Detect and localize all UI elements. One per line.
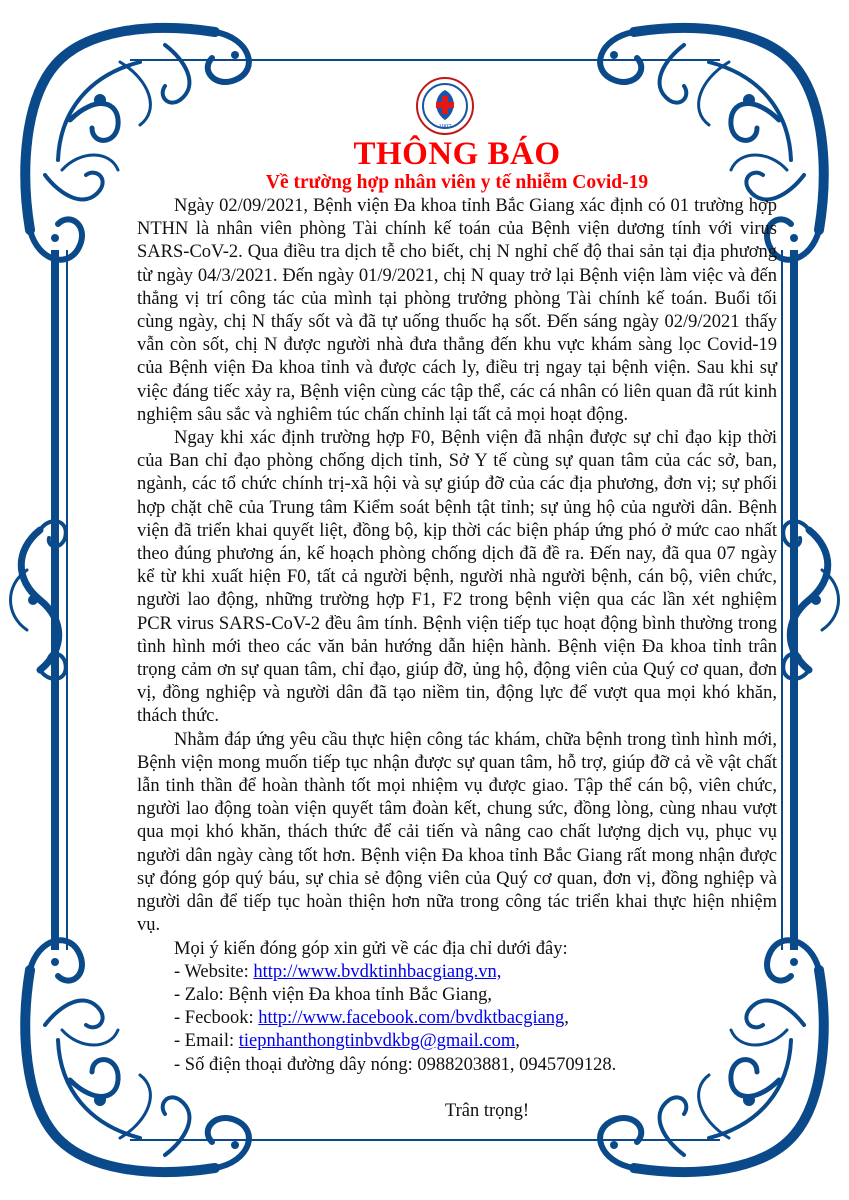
email-link[interactable]: tiepnhanthongtinbvdkbg@gmail.com (238, 1031, 516, 1052)
paragraph-response: Ngay khi xác định trường hợp F0, Bệnh viện đã nhận được sự chỉ đạo kịp thời của Ban chỉ đạo phòng chống dịch tỉnh, Sở Y tế cùng sự quan tâm của các sở, ban, ngành, các tổ chức chính trị-xã hội và sự giúp đỡ của các địa phương, đơn vị; sự phối hợp chặt chẽ của Trung tâm Kiểm soát bệnh tật tỉnh; sự ủng hộ của người dân. Bệnh viện đã triển khai quyết liệt, đồng bộ, kịp thời các biện pháp ứng phó ở mức cao nhất theo đúng phương án, kế hoạch phòng chống dịch đã đề ra. Đến nay, đã qua 07 ngày kể từ khi xuất hiện F0, tất cả người bệnh, người nhà người bệnh, cán bộ, viên chức, người lao động, những trường hợp F1, F2 trong bệnh viện qua các lần xét nghiệm PCR virus SARS-CoV-2 đều âm tính. Bệnh viện tiếp tục hoạt động bình thường trong tình hình mới theo các văn bản hướng dẫn hiện hành. Bệnh viện Đa khoa tỉnh trân trọng cảm ơn sự quan tâm, chỉ đạo, giúp đỡ, ủng hộ, động viên của Quý cơ quan, đơn vị, đồng nghiệp và người dân đã tạo niềm tin, động lực để vượt qua mọi khó khăn, thách thức. (137, 428, 777, 727)
paragraph-incident: Ngày 02/09/2021, Bệnh viện Đa khoa tỉnh Bắc Giang xác định có 01 trường hợp NTHN là nhân viên phòng Tài chính kế toán của Bệnh viện dương tính với virus SARS-CoV-2. Qua điều tra dịch tễ cho biết, chị N nghỉ chế độ thai sản tại địa phương từ ngày 04/3/2021. Đến ngày 01/9/2021, chị N quay trở lại Bệnh viện làm việc và đến thẳng vị trí công tác của mình tại phòng trưởng phòng Tài chính kế toán. Buổi tối cùng ngày, chị N thấy sốt và đã tự uống thuốc hạ sốt. Đến sáng ngày 02/9/2021 thấy vẫn còn sốt, chị N được người nhà đưa thẳng đến khu vực khám sàng lọc Covid-19 của Bệnh viện Đa khoa tỉnh và được cách ly, điều trị ngay tại bệnh viện. Sau khi sự việc đáng tiếc xảy ra, Bệnh viện cùng các tập thể, các cá nhân có liên quan đã rút kinh nghiệm sâu sắc và nghiêm túc chấn chỉnh lại tất cả mọi hoạt động. (137, 196, 777, 425)
svg-text:1907: 1907 (438, 123, 452, 130)
contact-email (137, 1030, 777, 1053)
closing-salutation: Trân trọng! (444, 1100, 530, 1121)
facebook-label: - Fecbook: (174, 1008, 259, 1029)
email-label: - Email: (174, 1031, 239, 1052)
email-suffix: , (515, 1031, 520, 1052)
contact-website (137, 961, 777, 984)
paragraph-appeal: Nhằm đáp ứng yêu cầu thực hiện công tác khám, chữa bệnh trong tình hình mới, Bệnh viện mong muốn tiếp tục nhận được sự quan tâm, hỗ trợ, giúp đỡ cả về vật chất lẫn tinh thần để hoàn thành tốt mọi nhiệm vụ được giao. Tập thể cán bộ, viên chức, người lao động toàn viện quyết tâm đoàn kết, chung sức, đồng lòng, cùng nhau vượt qua mọi khó khăn, thách thức để cải tiến và nâng cao chất lượng dịch vụ, phục vụ người dân ngày càng tốt hơn. Bệnh viện Đa khoa tỉnh Bắc Giang rất mong nhận được sự đóng góp quý báu, sự chia sẻ động viên của Quý cơ quan, đơn vị, đồng nghiệp và người dân để tiếp tục hoàn thiện hơn nữa trong công tác triển khai thực hiện nhiệm vụ. (137, 729, 777, 936)
notice-subtitle: Về trường hợp nhân viên y tế nhiễm Covid-19 (265, 172, 649, 193)
header-logo-area (137, 76, 777, 136)
website-link[interactable]: http://www.bvdktinhbacgiang.vn, (253, 961, 502, 982)
contact-hotline: - Số điện thoại đường dây nóng: 0988203881, 0945709128. (174, 1054, 617, 1075)
notice-document (137, 76, 777, 1123)
website-label: - Website: (174, 961, 254, 982)
contact-facebook (137, 1007, 777, 1030)
facebook-link[interactable]: http://www.facebook.com/bvdktbacgiang (258, 1008, 565, 1029)
contact-zalo: - Zalo: Bệnh viện Đa khoa tỉnh Bắc Giang, (174, 984, 493, 1005)
notice-title: THÔNG BÁO (353, 136, 561, 172)
contact-intro: Mọi ý kiến đóng góp xin gửi về các địa chỉ dưới đây: (174, 938, 568, 959)
facebook-suffix: , (564, 1008, 569, 1029)
hospital-logo-icon (415, 76, 475, 136)
